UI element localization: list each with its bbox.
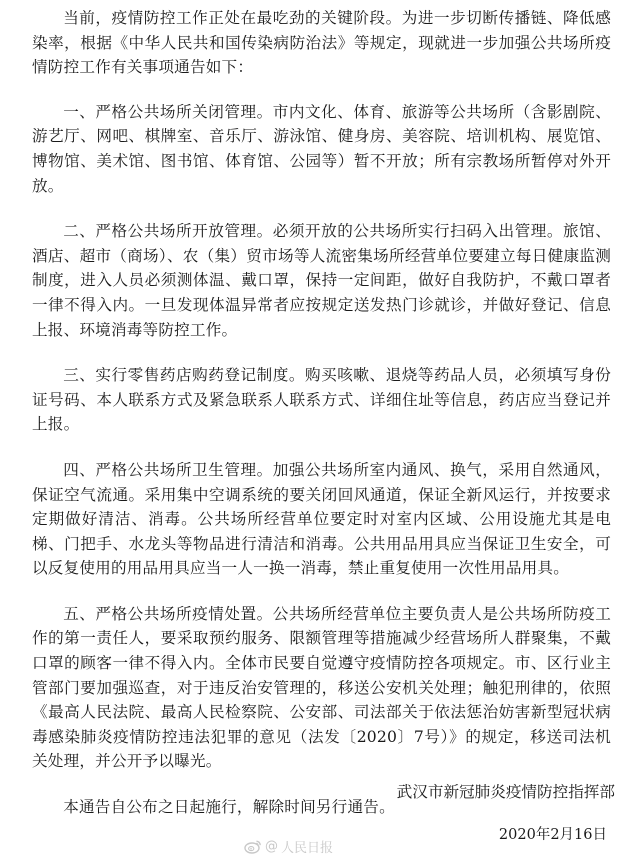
weibo-icon bbox=[244, 838, 262, 854]
notice-signature: 武汉市新冠肺炎疫情防控指挥部 bbox=[396, 783, 615, 801]
notice-date: 2020年2月16日 bbox=[498, 827, 607, 843]
notice-item-1: 一、严格公共场所关闭管理。市内文化、体育、旅游等公共场所（含影剧院、游艺厅、网吧、棋牌室、音乐厅、游泳馆、健身房、美容院、培训机构、展览馆、博物馆、美术馆、图书馆、体育馆、公园等）暂不开放；所有宗教场所暂停对外开放。 bbox=[32, 102, 611, 195]
notice-intro: 当前，疫情防控工作正处在最吃劲的关键阶段。为进一步切断传播链、降低感染率，根据《中华人民共和国传染病防治法》等规定，现就进一步加强公共场所疫情防控工作有关事项通告如下： bbox=[32, 9, 611, 77]
notice-item-5: 五、严格公共场所疫情处置。公共场所经营单位主要负责人是公共场所防疫工作的第一责任人，要采取预约服务、限额管理等措施减少经营场所人群聚集，不戴口罩的顾客一律不得入内。全体市民要自觉遵守疫情防控各项规定。市、区行业主管部门要加强巡查，对于违反治安管理的，移送公安机关处理；触犯刑律的，依照《最高人民法院、最高人民检察院、公安部、司法部关于依法惩治妨害新型冠状病毒感染肺炎疫情防控违法犯罪的意见（法发〔2020〕7号）》的规定，移送司法机关处理，并公开予以曝光。 bbox=[32, 604, 611, 771]
watermark-at: @ bbox=[265, 838, 278, 854]
notice-item-3: 三、实行零售药店购药登记制度。购买咳嗽、退烧等药品人员，必须填写身份证号码、本人联系方式及紧急联系人联系方式、详细住址等信息，药店应当登记并上报。 bbox=[32, 366, 611, 434]
notice-item-2: 二、严格公共场所开放管理。必须开放的公共场所实行扫码入出管理。旅馆、酒店、超市（商场）、农（集）贸市场等人流密集场所经营单位要建立每日健康监测制度，进入人员必须测体温、戴口罩，保持一定间距，做好自我防护，不戴口罩者一律不得入内。一旦发现体温异常者应按规定送发热门诊就诊，并做好登记、信息上报、环境消毒等防控工作。 bbox=[32, 222, 611, 339]
notice-item-4: 四、严格公共场所卫生管理。加强公共场所室内通风、换气，采用自然通风，保证空气流通。采用集中空调系统的要关闭回风通道，保证全新风运行，并按要求定期做好清洁、消毒。公共场所经营单位要定时对室内区域、公用设施尤其是电梯、门把手、水龙头等物品进行清洁和消毒。公共用品用具应当保证卫生安全，可以反复使用的用品用具应当一人一换一消毒，禁止重复使用一次性用品用具。 bbox=[32, 460, 611, 578]
watermark-text: 人民日报 bbox=[281, 840, 334, 856]
notice-closing: 本通告自公布之日起施行，解除时间另行通告。 bbox=[63, 798, 395, 817]
watermark bbox=[244, 836, 333, 856]
